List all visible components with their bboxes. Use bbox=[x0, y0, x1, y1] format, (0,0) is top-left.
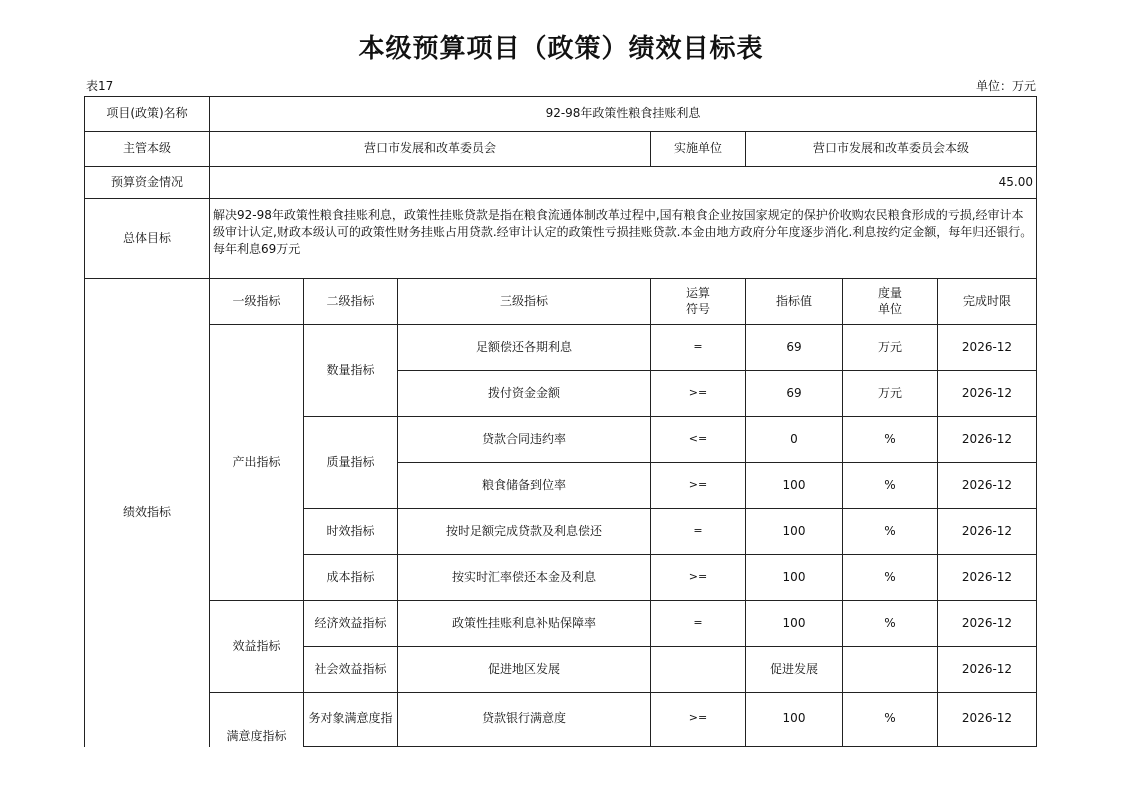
project-label: 项目(政策)名称 bbox=[85, 97, 210, 132]
authority-label: 主管本级 bbox=[85, 132, 210, 167]
indicator-name: 促进地区发展 bbox=[398, 647, 651, 693]
page-title: 本级预算项目（政策）绩效目标表 bbox=[358, 34, 764, 64]
indicator-op: = bbox=[651, 509, 746, 555]
indicator-deadline: 2026-12 bbox=[938, 463, 1037, 509]
indicator-op: = bbox=[651, 325, 746, 371]
indicator-value: 0 bbox=[746, 417, 843, 463]
authority-value: 营口市发展和改革委员会 bbox=[210, 132, 651, 167]
header-op: 运算 符号 bbox=[651, 279, 746, 325]
goal-row bbox=[85, 199, 1037, 279]
indicator-name: 按实时汇率偿还本金及利息 bbox=[398, 555, 651, 601]
indicator-name: 贷款合同违约率 bbox=[398, 417, 651, 463]
indicator-deadline: 2026-12 bbox=[938, 601, 1037, 647]
indicator-name: 拨付资金金额 bbox=[398, 371, 651, 417]
indicator-op: <= bbox=[651, 417, 746, 463]
indicator-unit: % bbox=[843, 601, 938, 647]
indicator-deadline: 2026-12 bbox=[938, 509, 1037, 555]
indicator-name: 贷款银行满意度 bbox=[398, 693, 651, 747]
table-number: 表17 bbox=[86, 79, 114, 93]
group-benefit: 效益指标 bbox=[210, 601, 304, 693]
sub-quantity: 数量指标 bbox=[304, 325, 398, 417]
indicator-value: 100 bbox=[746, 555, 843, 601]
indicator-deadline: 2026-12 bbox=[938, 693, 1037, 747]
perf-label: 绩效指标 bbox=[85, 279, 210, 747]
indicator-unit: % bbox=[843, 463, 938, 509]
indicator-unit: % bbox=[843, 693, 938, 747]
indicator-value: 69 bbox=[746, 325, 843, 371]
table-row bbox=[85, 693, 1037, 747]
header-deadline: 完成时限 bbox=[938, 279, 1037, 325]
indicator-op: >= bbox=[651, 371, 746, 417]
indicator-name: 政策性挂账利息补贴保障率 bbox=[398, 601, 651, 647]
goal-label: 总体目标 bbox=[85, 199, 210, 279]
indicator-unit bbox=[843, 647, 938, 693]
header-l3: 三级指标 bbox=[398, 279, 651, 325]
indicator-name: 足额偿还各期利息 bbox=[398, 325, 651, 371]
authority-row bbox=[85, 132, 1037, 167]
budget-label: 预算资金情况 bbox=[85, 167, 210, 199]
indicator-unit: % bbox=[843, 417, 938, 463]
sub-economic: 经济效益指标 bbox=[304, 601, 398, 647]
indicator-deadline: 2026-12 bbox=[938, 371, 1037, 417]
indicator-deadline: 2026-12 bbox=[938, 417, 1037, 463]
indicator-deadline: 2026-12 bbox=[938, 647, 1037, 693]
budget-row bbox=[85, 167, 1037, 199]
group-satisfaction: 满意度指标 bbox=[210, 693, 304, 747]
indicator-name: 粮食储备到位率 bbox=[398, 463, 651, 509]
indicator-op: >= bbox=[651, 463, 746, 509]
indicator-op: >= bbox=[651, 555, 746, 601]
sub-quality: 质量指标 bbox=[304, 417, 398, 509]
indicator-op: >= bbox=[651, 693, 746, 747]
sub-service: 务对象满意度指 bbox=[304, 693, 398, 747]
indicator-unit: 万元 bbox=[843, 325, 938, 371]
indicator-op bbox=[651, 647, 746, 693]
impl-unit-value: 营口市发展和改革委员会本级 bbox=[746, 132, 1037, 167]
sub-cost: 成本指标 bbox=[304, 555, 398, 601]
goal-text: 解决92-98年政策性粮食挂账利息，政策性挂账贷款是指在粮食流通体制改革过程中,国有粮食企业按国家规定的保护价收购农民粮食形成的亏损,经审计本级审计认定,财政本级认可的政策性财务挂账占用贷款.经审计认定的政策性亏损挂账贷款.本金由地方政府分年度逐步消化.利息按约定金额，每年归还银行。每年利息69万元 bbox=[210, 199, 1037, 279]
indicator-value: 69 bbox=[746, 371, 843, 417]
header-val: 指标值 bbox=[746, 279, 843, 325]
indicator-value: 100 bbox=[746, 693, 843, 747]
sub-timeliness: 时效指标 bbox=[304, 509, 398, 555]
indicator-unit: 万元 bbox=[843, 371, 938, 417]
unit-label: 单位：万元 bbox=[975, 79, 1036, 93]
indicator-deadline: 2026-12 bbox=[938, 325, 1037, 371]
perf-header-row bbox=[85, 279, 1037, 325]
table-row bbox=[85, 325, 1037, 371]
indicator-name: 按时足额完成贷款及利息偿还 bbox=[398, 509, 651, 555]
group-output: 产出指标 bbox=[210, 325, 304, 601]
header-l2: 二级指标 bbox=[304, 279, 398, 325]
indicator-op: = bbox=[651, 601, 746, 647]
project-value: 92-98年政策性粮食挂账利息 bbox=[210, 97, 1037, 132]
indicator-value: 100 bbox=[746, 463, 843, 509]
sub-social: 社会效益指标 bbox=[304, 647, 398, 693]
header-unit: 度量 单位 bbox=[843, 279, 938, 325]
table-row bbox=[85, 601, 1037, 647]
performance-target-table bbox=[84, 96, 1037, 747]
indicator-unit: % bbox=[843, 509, 938, 555]
indicator-value: 100 bbox=[746, 509, 843, 555]
indicator-deadline: 2026-12 bbox=[938, 555, 1037, 601]
impl-unit-label: 实施单位 bbox=[651, 132, 746, 167]
indicator-unit: % bbox=[843, 555, 938, 601]
indicator-value: 100 bbox=[746, 601, 843, 647]
indicator-value: 促进发展 bbox=[746, 647, 843, 693]
project-row bbox=[85, 97, 1037, 132]
budget-value: 45.00 bbox=[210, 167, 1037, 199]
header-l1: 一级指标 bbox=[210, 279, 304, 325]
